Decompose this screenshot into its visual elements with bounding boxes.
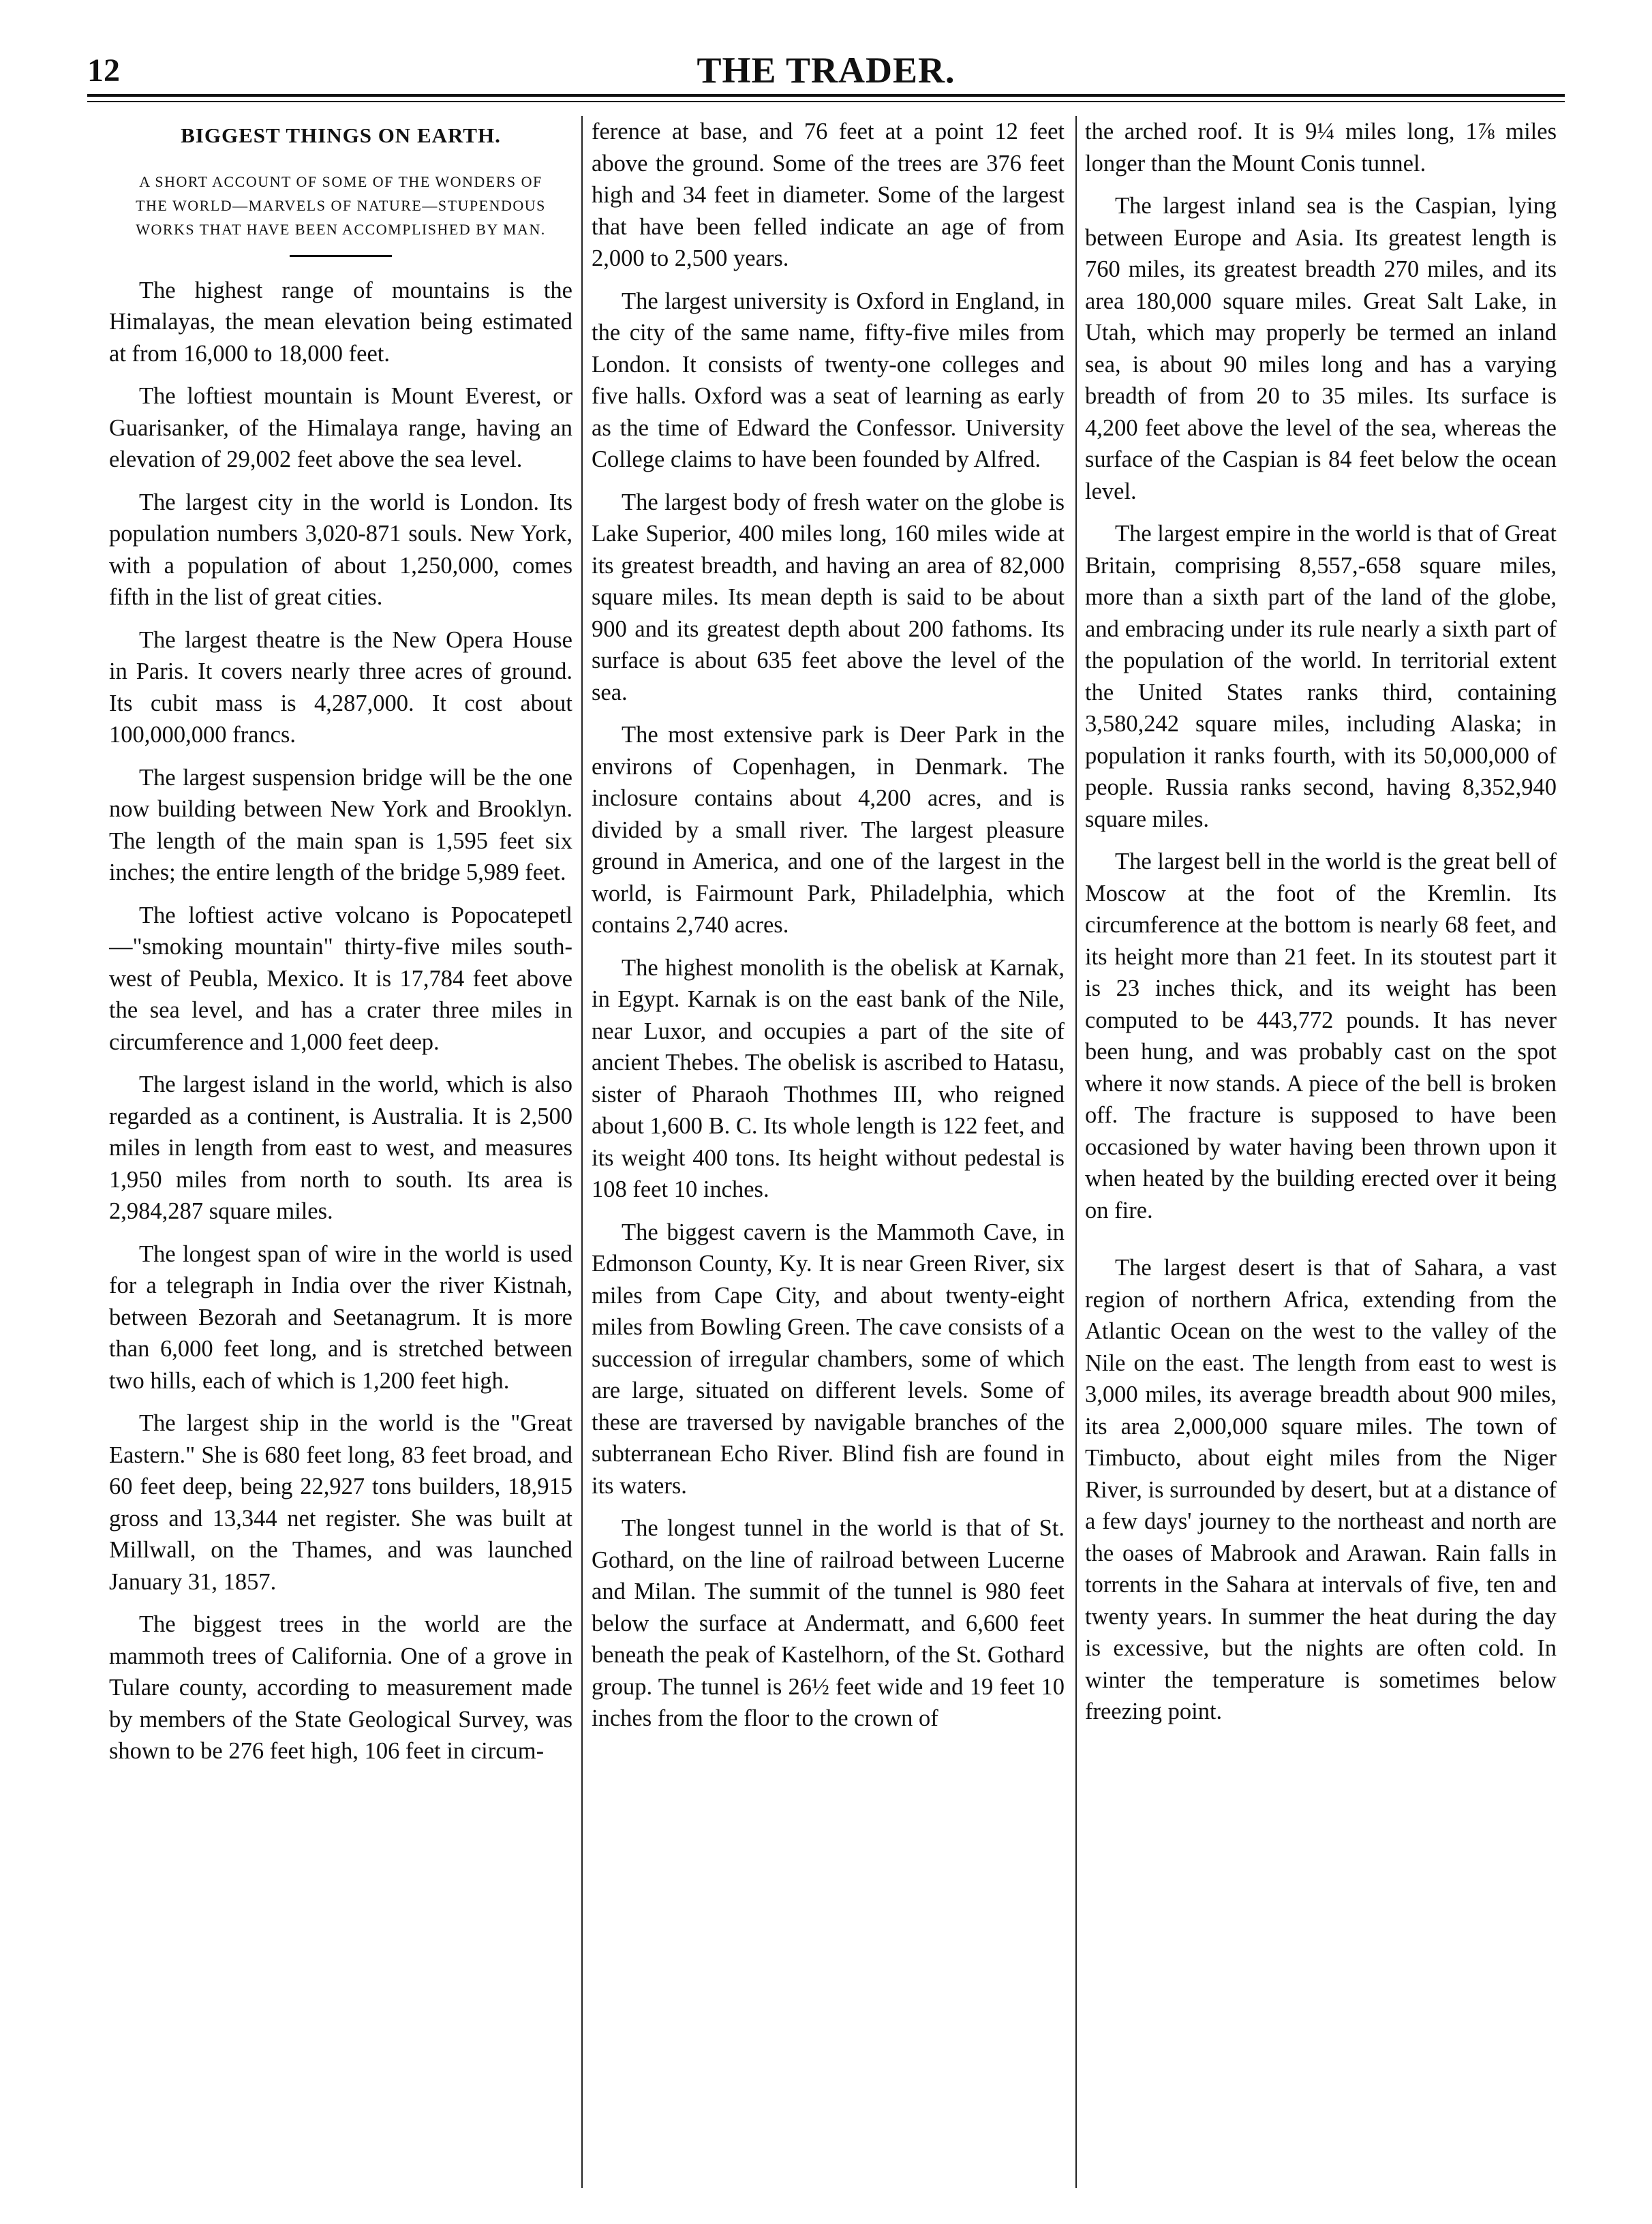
column-2 xyxy=(592,116,1065,2202)
title-rule xyxy=(290,255,392,257)
paragraph: the arched roof. It is 9¼ miles long, 1⅞ miles longer than the Mount Conis tunnel. xyxy=(1085,119,1557,177)
article-subtitle: A SHORT ACCOUNT OF SOME OF THE WONDERS OF THE WORLD—MARVELS OF NATURE—STUPENDOUS WORKS THAT HAVE BEEN ACCOMPLISHED BY MAN. xyxy=(136,172,546,238)
column-1 xyxy=(109,116,572,2202)
paragraph: The largest theatre is the New Opera House in Paris. It covers nearly three acres of ground. Its cubit mass is 4,287,000. It cost about 100,000,000 francs. xyxy=(109,626,572,748)
paragraph: The most extensive park is Deer Park in the environs of Copenhagen, in Denmark. The inclosure contains about 4,200 acres, and is divided by a small river. The largest pleasure ground in America, and one of the largest in the world, is Fairmount Park, Philadelphia, which contains 2,740 acres. xyxy=(592,722,1065,938)
article-title: BIGGEST THINGS ON EARTH. xyxy=(181,123,501,147)
page-number: 12 xyxy=(87,52,120,89)
paragraph: The largest ship in the world is the "Great Eastern." She is 680 feet long, 83 feet broad, and 60 feet deep, being 22,927 tons builders, 18,915 gross and 13,344 net register. She was built at Millwall, on the Thames, and was launched January 31, 1857. xyxy=(109,1410,572,1595)
paragraph: The highest range of mountains is the Himalayas, the mean elevation being estimated at from 16,000 to 18,000 feet. xyxy=(109,277,572,367)
paragraph: The largest city in the world is London. Its population numbers 3,020-871 souls. New York, with a population of about 1,250,000, comes fifth in the list of great cities. xyxy=(109,489,572,610)
header-rule-thick xyxy=(87,94,1565,97)
column-divider xyxy=(1075,116,1077,2188)
masthead-title: THE TRADER. xyxy=(697,50,955,91)
paragraph: The biggest trees in the world are the mammoth trees of California. One of a grove in Tulare county, according to measurement made by members of the State Geological Survey, was shown to be 276 feet high, 106 feet in circum- xyxy=(109,1611,572,1764)
paragraph: The largest bell in the world is the great bell of Moscow at the foot of the Kremlin. Its circumference at the bottom is nearly 68 feet, and its height more than 21 feet. In its stoutest part it is 23 inches thick, and its weight has been computed to be 443,772 pounds. It has never been hung, and was probably cast on the spot where it now stands. A piece of the bell is broken off. The fracture is supposed to have been occasioned by water having been thrown upon it when heated by the building erected over it being on fire. xyxy=(1085,849,1557,1223)
column-divider xyxy=(581,116,583,2188)
paragraph: The loftiest active volcano is Popocatepetl—"smoking mountain" thirty-five miles south-west of Peubla, Mexico. It is 17,784 feet above the sea level, and has a crater three miles in circumference and 1,000 feet deep. xyxy=(109,902,572,1055)
paragraph: The loftiest mountain is Mount Everest, or Guarisanker, of the Himalaya range, having an elevation of 29,002 feet above the sea level. xyxy=(109,383,572,472)
paragraph: The largest university is Oxford in England, in the city of the same name, fifty-five miles from London. It consists of twenty-one colleges and five halls. Oxford was a seat of learning as early as the time of Edward the Confessor. University College claims to have been founded by Alfred. xyxy=(592,288,1065,472)
paragraph: The largest desert is that of Sahara, a vast region of northern Africa, extending from the Atlantic Ocean on the west to the valley of the Nile on the east. The length from east to west is 3,000 miles, its average breadth about 900 miles, its area 2,000,000 square miles. The town of Timbucto, about eight miles from the Niger River, is surrounded by desert, but at a distance of a few days' journey to the northeast and north are the oases of Mabrook and Arawan. Rain falls in torrents in the Sahara at intervals of five, ten and twenty years. In summer the heat during the day is excessive, but the nights are often cold. In winter the temperature is sometimes below freezing point. xyxy=(1085,1255,1557,1724)
paragraph: The largest inland sea is the Caspian, lying between Europe and Asia. Its greatest length is 760 miles, its greatest breadth 270 miles, and its area 180,000 square miles. Great Salt Lake, in Utah, which may properly be termed an inland sea, is about 90 miles long and has a varying breadth of from 20 to 35 miles. Its surface is 4,200 feet above the level of the sea, whereas the surface of the Caspian is 84 feet below the ocean level. xyxy=(1085,193,1557,504)
paragraph: The largest suspension bridge will be the one now building between New York and Brooklyn. The length of the main span is 1,595 feet six inches; the entire length of the bridge 5,989 feet. xyxy=(109,764,572,885)
paragraph: The largest island in the world, which is also regarded as a continent, is Australia. It is 2,500 miles in length from east to west, and measures 1,950 miles from north to south. Its area is 2,984,287 square miles. xyxy=(109,1071,572,1224)
paragraph: The highest monolith is the obelisk at Karnak, in Egypt. Karnak is on the east bank of the Nile, near Luxor, and occupies a part of the site of ancient Thebes. The obelisk is ascribed to Hatasu, sister of Pharaoh Thothmes III, who reigned about 1,600 B. C. Its whole length is 122 feet, and its weight 400 tons. Its height without pedestal is 108 feet 10 inches. xyxy=(592,954,1065,1202)
column-3 xyxy=(1085,116,1557,2202)
paragraph: The longest span of wire in the world is used for a telegraph in India over the river Kistnah, between Bezorah and Seetanagrum. It is more than 6,000 feet long, and is stretched between two hills, each of which is 1,200 feet high. xyxy=(109,1240,572,1394)
section-gap xyxy=(1085,1237,1557,1252)
paragraph: The largest empire in the world is that of Great Britain, comprising 8,557,-658 square miles, more than a sixth part of the land of the globe, and embracing under its rule nearly a sixth part of the population of the world. In territorial extent the United States ranks third, containing 3,580,242 square miles, including Alaska; in population it ranks fourth, with its 50,000,000 of people. Russia ranks second, having 8,352,940 square miles. xyxy=(1085,521,1557,832)
paragraph: The largest body of fresh water on the globe is Lake Superior, 400 miles long, 160 miles wide at its greatest breadth, and having an area of 82,000 square miles. Its mean depth is said to be about 900 and its greatest depth about 200 fathoms. Its surface is about 635 feet above the level of the sea. xyxy=(592,489,1065,705)
paragraph: The longest tunnel in the world is that of St. Gothard, on the line of railroad between Lucerne and Milan. The summit of the tunnel is 980 feet below the surface at Andermatt, and 6,600 feet beneath the peak of Kastelhorn, of the St. Gothard group. The tunnel is 26½ feet wide and 19 feet 10 inches from the floor to the crown of xyxy=(592,1515,1065,1731)
paragraph: The biggest cavern is the Mammoth Cave, in Edmonson County, Ky. It is near Green River, six miles from Cape City, and about twenty-eight miles from Bowling Green. The cave consists of a succession of irregular chambers, some of which are large, situated on different levels. Some of these are traversed by navigable branches of the subterranean Echo River. Blind fish are found in its waters. xyxy=(592,1219,1065,1499)
page-header xyxy=(87,35,1565,90)
paragraph: ference at base, and 76 feet at a point 12 feet above the ground. Some of the trees are 376 feet high and 34 feet in diameter. Some of the largest that have been felled indicate an age of from 2,000 to 2,500 years. xyxy=(592,119,1065,271)
header-rule-thin xyxy=(87,101,1565,102)
